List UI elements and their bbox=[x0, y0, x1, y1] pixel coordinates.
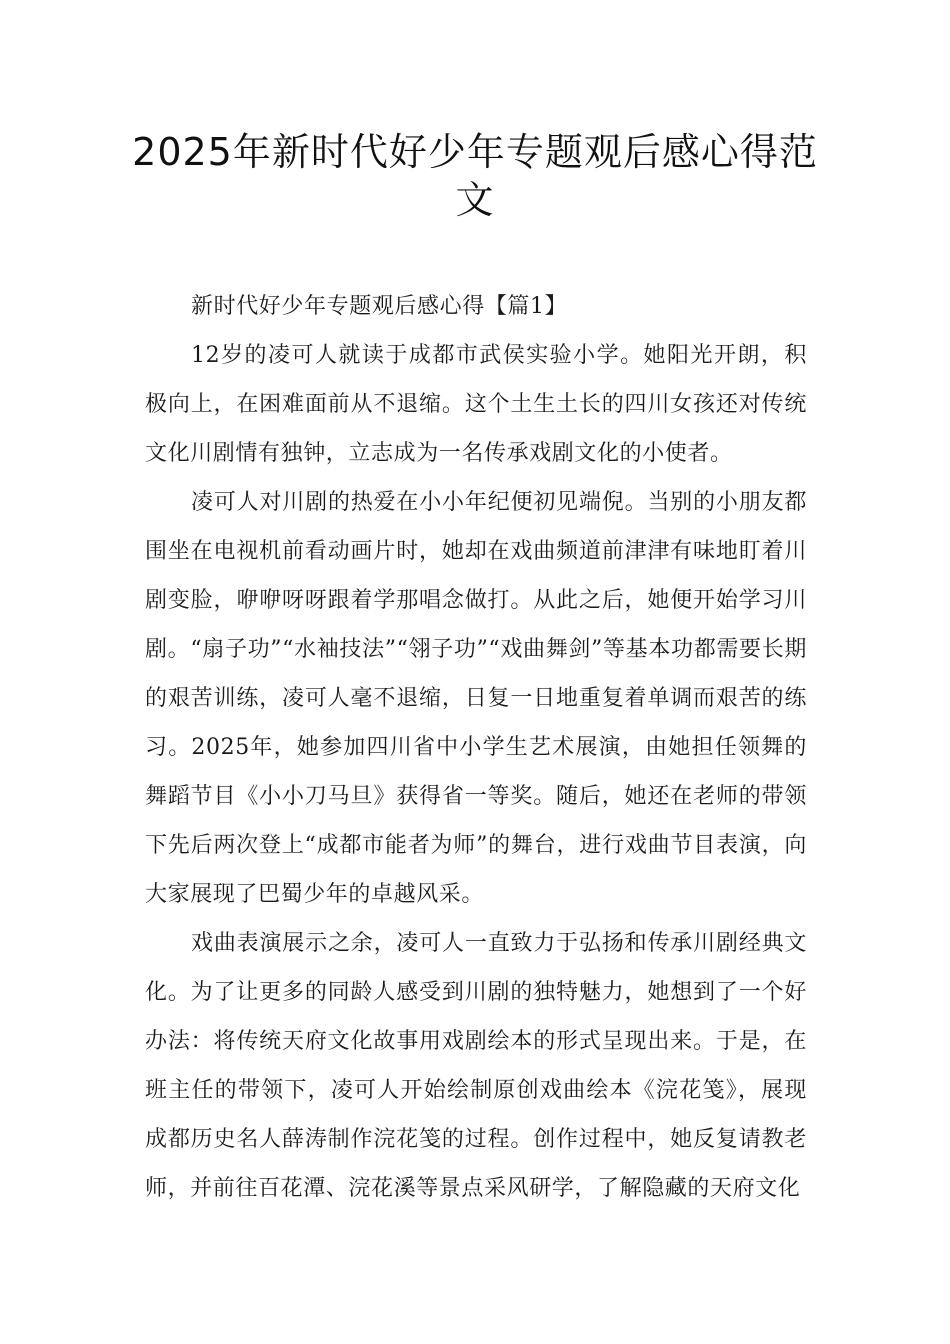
paragraph-3: 戏曲表演展示之余，凌可人一直致力于弘扬和传承川剧经典文化。为了让更多的同龄人感受到川剧的独特魅力，她想到了一个好办法：将传统天府文化故事用戏剧绘本的形式呈现出来。于是，在班主任的带领下，凌可人开始绘制原创戏曲绘本《浣花笺》，展现成都历史名人薛涛制作浣花笺的过程。创作过程中，她反复请教老师，并前往百花潭、浣花溪等景点采风研学，了解隐藏的天府文化 bbox=[145, 931, 807, 1201]
document-body bbox=[145, 282, 807, 1213]
paragraph-1: 12岁的凌可人就读于成都市武侯实验小学。她阳光开朗，积极向上，在困难面前从不退缩。这个土生土长的四川女孩还对传统文化川剧情有独钟，立志成为一名传承戏剧文化的小使者。 bbox=[145, 343, 807, 466]
paragraph-2: 凌可人对川剧的热爱在小小年纪便初见端倪。当别的小朋友都围坐在电视机前看动画片时，她却在戏曲频道前津津有味地盯着川剧变脸，咿咿呀呀跟着学那唱念做打。从此之后，她便开始学习川剧。“扇子功”“水袖技法”“翎子功”“戏曲舞剑”等基本功都需要长期的艰苦训练，凌可人毫不退缩，日复一日地重复着单调而艰苦的练习。2025年，她参加四川省中小学生艺术展演，由她担任领舞的舞蹈节目《小小刀马旦》获得省一等奖。随后，她还在老师的带领下先后两次登上“成都市能者为师”的舞台，进行戏曲节目表演，向大家展现了巴蜀少年的卓越风采。 bbox=[145, 490, 807, 907]
section-heading: 新时代好少年专题观后感心得【篇1】 bbox=[191, 294, 568, 319]
document-title: 2025年新时代好少年专题观后感心得范文 bbox=[132, 130, 818, 222]
